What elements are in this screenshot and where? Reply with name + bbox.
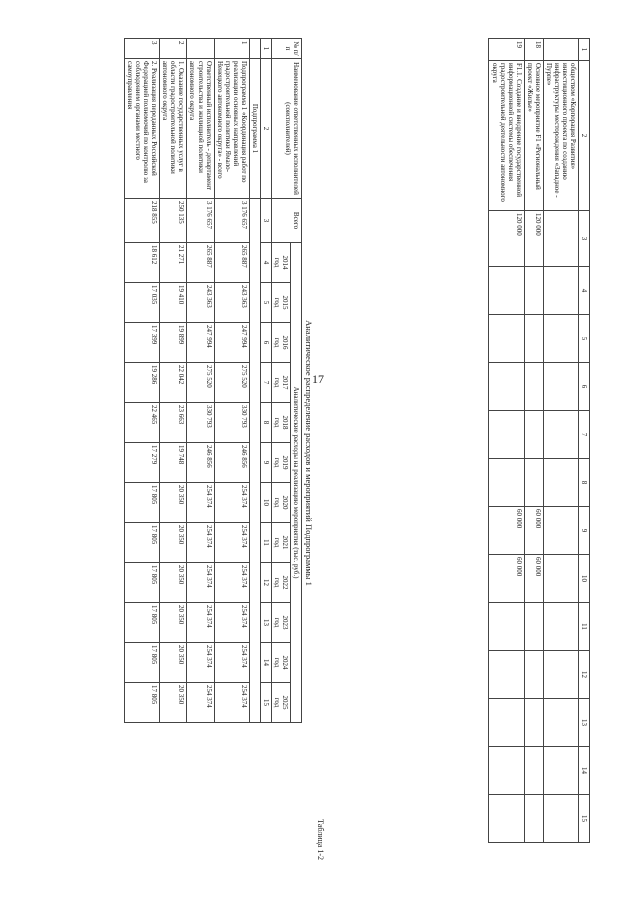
table-row: 18 Основное мероприятие F1 «Региональный проект «Жилье» 120 000 60 000 60 000 — [524, 39, 543, 843]
continuation-table — [488, 38, 590, 843]
year-row: 2014 год 2015 год 2016 год 2017 год 2018 год 2019 год 2020 год 2021 год 2022 год 2023 год 2024 год 2025 год — [271, 39, 290, 723]
table-row: Ответственный исполнитель - департамент строительства и жилищной политики автономного округа 3 176 657 265 887 243 363 247 994 275 520 330 793 246 856 254 374 254 374 254 374 254 374 254 374 254 374 — [187, 39, 214, 723]
table-row: 3 2. Реализация переданных Российской Федерацией полномочий по контролю за соблюдением органами местного самоуправления 218 855 18 612 17 035 17 399 19 286 22 465 17 279 17 805 17 805 17 805 17 805 17 805 17 805 — [125, 39, 160, 723]
analytic-table — [124, 38, 302, 723]
table-row: обществом «Корпорация Развития» инвестиционного проекта по созданию инфраструктуры месторождения «Западное - Пурпе» — [543, 39, 578, 843]
table-row: 2 1. Оказание государственных услуг в области градостроительной политики автономного округа 250 135 21 271 19 410 19 899 22 042 23 663 19 748 20 350 20 350 20 350 20 350 20 350 20 350 — [160, 39, 187, 723]
table-1-2-block — [124, 38, 325, 868]
table-label: Таблица 1-2 — [316, 819, 325, 860]
table-row: 19 F1.1. Создание и внедрение государственной информационной системы обеспечения градостроительной деятельности автономного округа 120 000 60 000 60 000 — [489, 39, 524, 843]
page-number: 17 — [312, 372, 324, 386]
column-number-row: 1 2 3 4 5 6 7 8 9 10 11 12 13 14 15 — [578, 39, 589, 843]
header-row: № п/п Наименование ответственных исполнителей (соисполнителей) Всего Аналитические расходы на реализацию мероприятия (тыс. руб.) — [290, 39, 301, 723]
table-title: Аналитическое распределение расходов и мероприятий Подпрограммы 1 — [304, 320, 314, 586]
subheading-row: Подпрограмма 1 — [249, 39, 260, 723]
table-row: 1 Подпрограмма 1 «Координация работ по реализации основных направлений градостроительной политики Ямало-Ненецкого автономного округа» - всего 3 176 657 265 887 243 363 247 994 275 520 330 793 246 856 254 374 254 374 254 374 254 374 254 374 254 374 — [214, 39, 249, 723]
continuation-table-block — [488, 38, 590, 848]
column-number-row: 1 2 3 4 5 6 7 8 9 10 11 12 13 14 15 — [260, 39, 271, 723]
